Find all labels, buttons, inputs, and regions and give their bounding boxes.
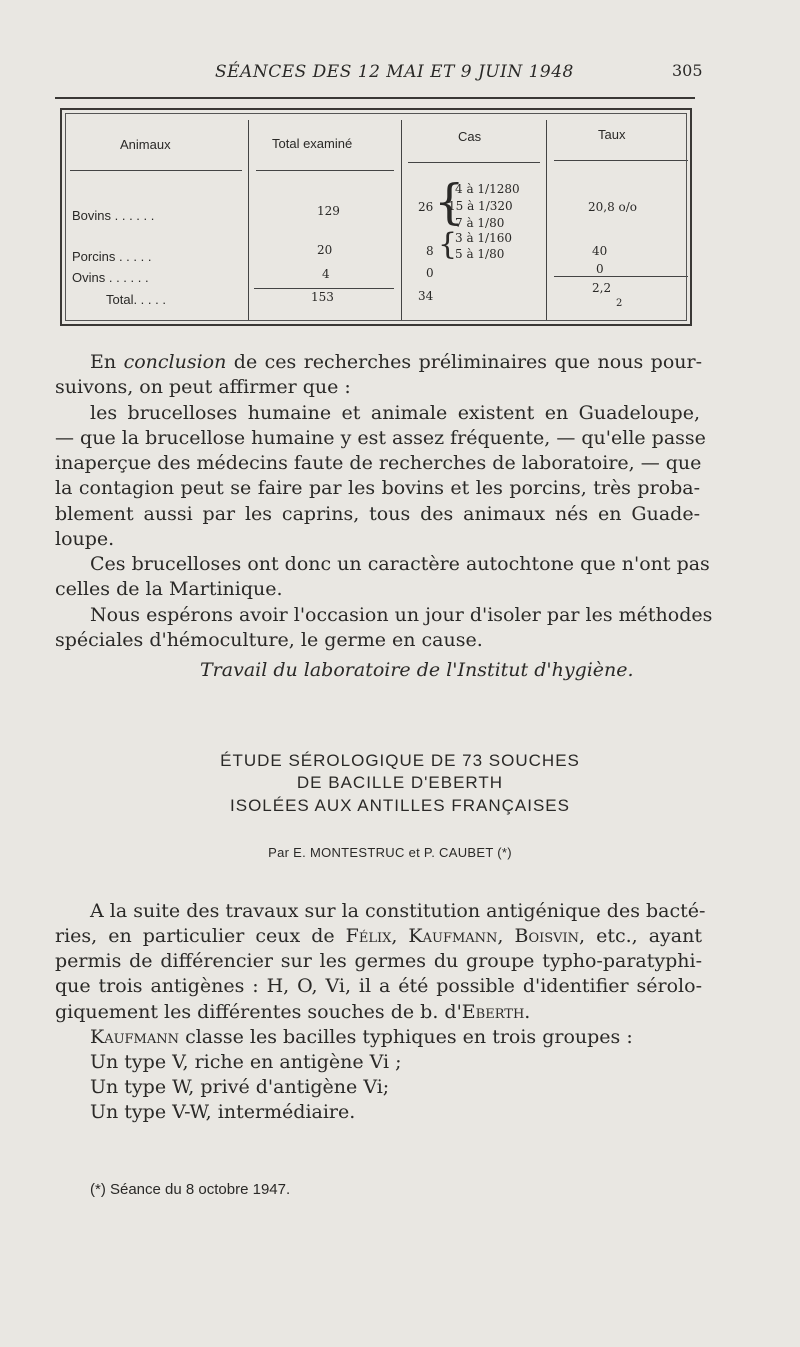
row-animal: Bovins . . . . . .	[72, 208, 155, 223]
row-cas-detail: 3 à 1/160	[455, 231, 512, 245]
text-line: A la suite des travaux sur la constitution antigénique des bacté-	[90, 900, 706, 922]
row-cas-total: 8	[426, 244, 434, 258]
header-rule	[256, 170, 394, 171]
text-line: Nous espérons avoir l'occasion un jour d'isoler par les méthodes	[90, 604, 713, 626]
text-line: blement aussi par les caprins, tous des animaux nés en Guade-	[55, 503, 700, 525]
col-divider	[248, 120, 249, 320]
text-line: inaperçue des médecins faute de recherches de laboratoire, — que	[55, 452, 702, 474]
total-rule	[254, 288, 394, 289]
row-taux: 20,8 o/o	[588, 200, 638, 214]
text-line: Kaufmann classe les bacilles typhiques en trois groupes :	[90, 1026, 633, 1048]
row-cas-detail: 7 à 1/80	[455, 216, 505, 230]
header-cas: Cas	[458, 129, 482, 144]
total-value: 153	[311, 290, 334, 304]
article-title-line: ÉTUDE SÉROLOGIQUE DE 73 SOUCHES	[220, 751, 580, 770]
footnote: (*) Séance du 8 octobre 1947.	[90, 1181, 291, 1198]
header-animaux: Animaux	[120, 137, 171, 152]
col-divider	[546, 120, 547, 320]
text-line: que trois antigènes : H, O, Vi, il a été possible d'identifier sérolo-	[55, 975, 702, 997]
header-rule	[55, 97, 695, 99]
total-taux: 2,2	[592, 281, 612, 295]
page-number: 305	[672, 61, 703, 80]
text-line: la contagion peut se faire par les bovins et les porcins, très proba-	[55, 477, 700, 499]
row-total: 20	[317, 243, 333, 257]
row-taux: 0	[596, 262, 604, 276]
row-total: 129	[317, 204, 340, 218]
text-line: suivons, on peut affirmer que :	[55, 376, 351, 398]
brace: {	[434, 174, 465, 230]
row-taux: 40	[592, 244, 608, 258]
text-line: Un type V-W, intermédiaire.	[90, 1101, 356, 1123]
row-animal: Porcins . . . . .	[72, 249, 152, 264]
article-title-line: DE BACILLE D'EBERTH	[296, 773, 504, 792]
text-line: giquement les différentes souches de b. d'Eberth.	[55, 1001, 531, 1023]
text-line: loupe.	[55, 528, 115, 550]
header-taux: Taux	[598, 127, 626, 142]
header-rule	[70, 170, 242, 171]
text-line: Ces brucelloses ont donc un caractère autochtone que n'ont pas	[90, 553, 710, 575]
row-cas-detail: 5 à 1/80	[455, 247, 505, 261]
header-total: Total examiné	[272, 136, 353, 151]
byline: Par E. MONTESTRUC et P. CAUBET (*)	[268, 845, 512, 860]
total-rule	[554, 276, 688, 277]
text-line: En conclusion de ces recherches préliminaires que nous pour-	[90, 351, 702, 373]
lab-signature: Travail du laboratoire de l'Institut d'hygiène.	[200, 659, 634, 681]
row-total: 4	[322, 267, 330, 281]
header-rule	[408, 162, 540, 163]
header-rule	[554, 160, 688, 161]
row-animal: Ovins . . . . . .	[72, 270, 149, 285]
row-cas-total: 0	[426, 266, 434, 280]
text-line: Un type W, privé d'antigène Vi;	[90, 1076, 390, 1098]
row-cas-detail: 15 à 1/320	[448, 199, 513, 213]
text-line: permis de différencier sur les germes du groupe typho-paratyphi-	[55, 950, 702, 972]
article-title-line: ISOLÉES AUX ANTILLES FRANÇAISES	[230, 796, 570, 815]
text-line: Un type V, riche en antigène Vi ;	[90, 1051, 402, 1073]
row-cas-total: 26	[418, 200, 434, 214]
text-line: spéciales d'hémoculture, le germe en cause.	[55, 629, 483, 651]
text-line: — que la brucellose humaine y est assez fréquente, — qu'elle passe	[55, 427, 706, 449]
total-taux-sub: 2	[616, 298, 623, 309]
row-cas-detail: 4 à 1/1280	[455, 182, 520, 196]
total-cas: 34	[418, 289, 434, 303]
brace: {	[438, 227, 458, 262]
text-line: les brucelloses humaine et animale existent en Guadeloupe,	[90, 402, 700, 424]
text-line: celles de la Martinique.	[55, 578, 283, 600]
brucellosis-table	[60, 108, 692, 326]
total-label: Total. . . . .	[106, 292, 166, 307]
running-title: SÉANCES DES 12 MAI ET 9 JUIN 1948	[215, 62, 574, 82]
text-line: ries, en particulier ceux de Félix, Kaufmann, Boisvin, etc., ayant	[55, 925, 702, 947]
col-divider	[401, 120, 402, 320]
